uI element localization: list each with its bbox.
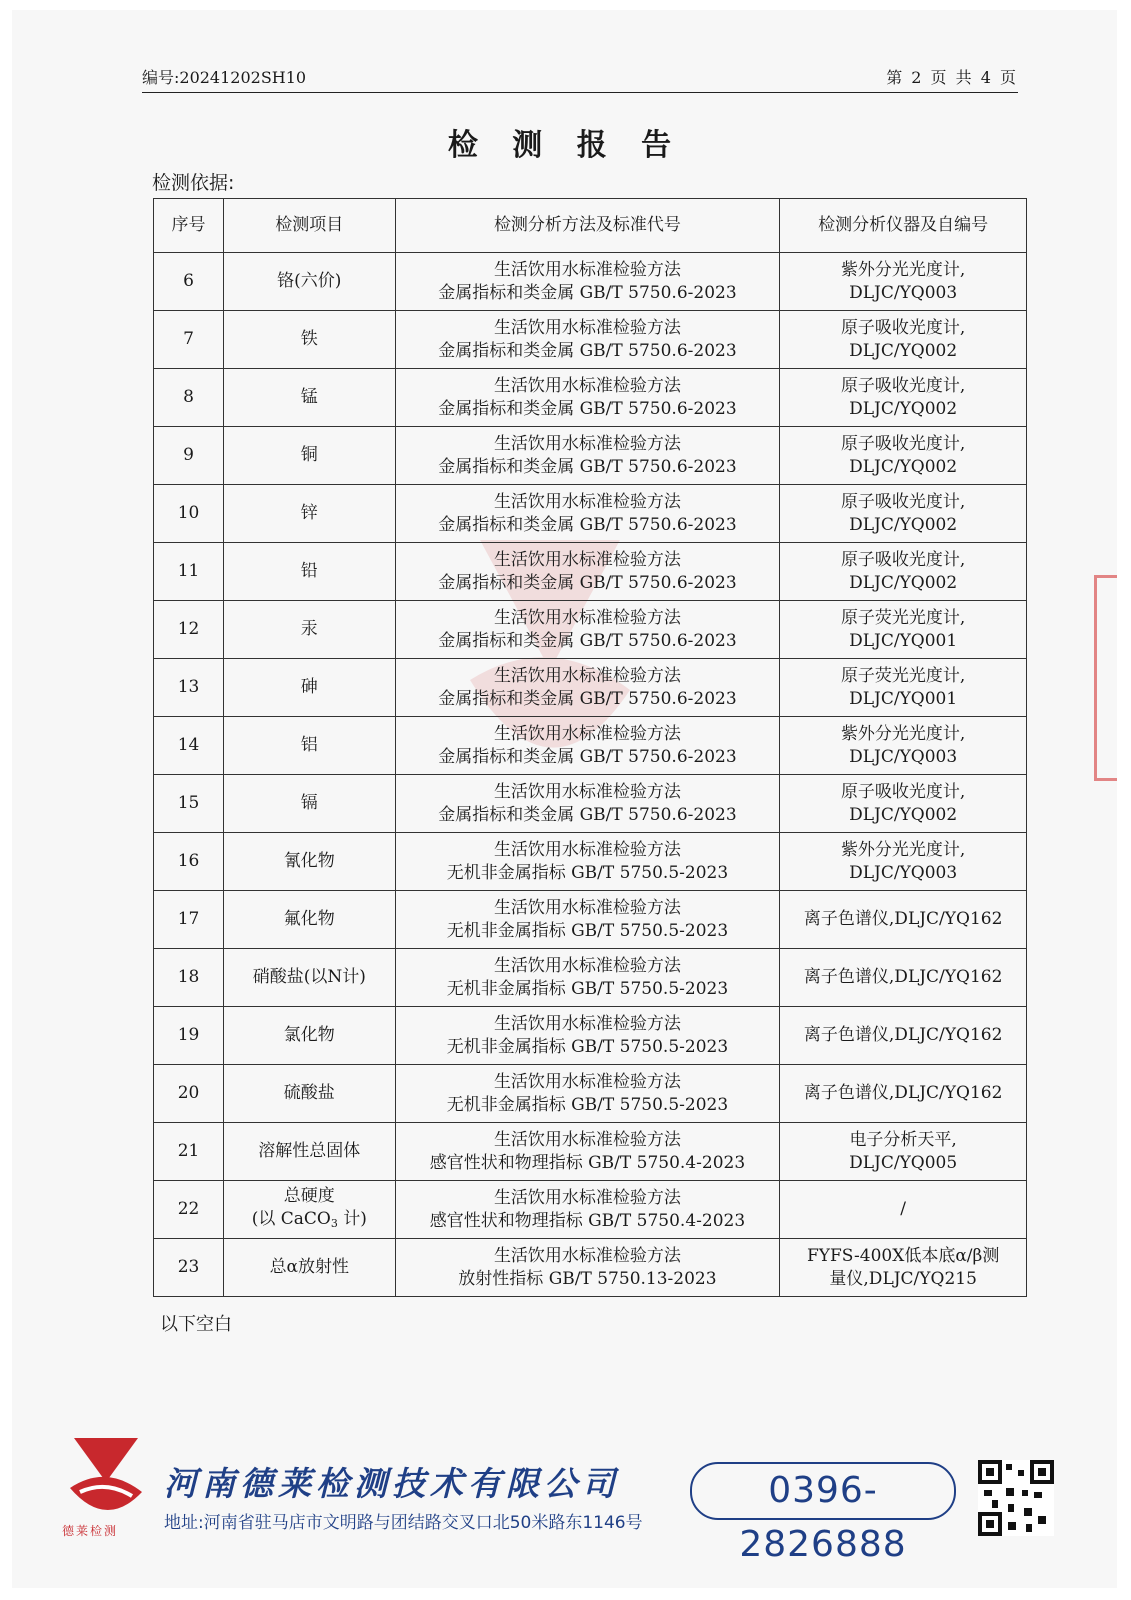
seal-stamp-edge [1094, 575, 1117, 781]
method-cell [395, 427, 780, 485]
instrument-cell [780, 1065, 1027, 1123]
table-row [154, 891, 1027, 949]
method-line2: 放射性指标 GB/T 5750.13-2023 [458, 1268, 717, 1289]
serial-number-cell: 21 [154, 1123, 224, 1181]
serial-number-cell: 20 [154, 1065, 224, 1123]
company-address: 地址:河南省驻马店市文明路与团结路交叉口北50米路东1146号 [164, 1513, 643, 1533]
instrument-cell [780, 833, 1027, 891]
method-line1: 生活饮用水标准检验方法 [493, 1187, 681, 1208]
method-line2: 金属指标和类金属 GB/T 5750.6-2023 [438, 630, 737, 651]
column-header: 序号 [154, 199, 224, 253]
company-logo-icon [66, 1430, 146, 1530]
table-row [154, 311, 1027, 369]
report-number: 编号:20241202SH10 [142, 68, 307, 87]
instrument-line1: 原子荧光光度计, [840, 665, 966, 686]
method-line1: 生活饮用水标准检验方法 [493, 433, 681, 454]
serial-number-cell: 16 [154, 833, 224, 891]
instrument-line2: DLJC/YQ003 [849, 746, 958, 767]
instrument-cell [780, 311, 1027, 369]
serial-number-cell: 11 [154, 543, 224, 601]
logo-caption: 德莱检测 [62, 1524, 119, 1538]
table-row [154, 253, 1027, 311]
table-row [154, 601, 1027, 659]
instrument-line1: 离子色谱仪,DLJC/YQ162 [803, 1083, 1003, 1103]
instrument-cell [780, 1239, 1027, 1297]
column-header: 检测项目 [224, 199, 396, 253]
method-line2: 金属指标和类金属 GB/T 5750.6-2023 [438, 282, 737, 303]
method-line1: 生活饮用水标准检验方法 [493, 723, 681, 744]
page-info: 第 2 页 共 4 页 [886, 68, 1018, 87]
table-row [154, 543, 1027, 601]
method-line1: 生活饮用水标准检验方法 [493, 955, 681, 976]
column-header: 检测分析方法及标准代号 [395, 199, 780, 253]
table-row [154, 949, 1027, 1007]
method-cell [395, 1181, 780, 1239]
method-cell [395, 659, 780, 717]
method-cell [395, 369, 780, 427]
serial-number-cell: 23 [154, 1239, 224, 1297]
instrument-line1: 原子吸收光度计, [840, 549, 966, 570]
instrument-cell [780, 543, 1027, 601]
item-cell: 溶解性总固体 [224, 1123, 396, 1181]
method-cell [395, 717, 780, 775]
instrument-line1: 原子吸收光度计, [840, 375, 966, 396]
method-cell [395, 775, 780, 833]
method-cell [395, 543, 780, 601]
serial-number-cell: 22 [154, 1181, 224, 1239]
instrument-line2: DLJC/YQ002 [849, 340, 958, 361]
instrument-line1: 原子吸收光度计, [840, 433, 966, 454]
method-cell [395, 311, 780, 369]
item-cell: 铝 [224, 717, 396, 775]
test-basis-table [153, 198, 1027, 1297]
method-cell [395, 1007, 780, 1065]
item-cell: 硝酸盐(以N计) [224, 949, 396, 1007]
footer [0, 1430, 1131, 1565]
serial-number-cell: 19 [154, 1007, 224, 1065]
method-cell [395, 253, 780, 311]
method-line2: 无机非金属指标 GB/T 5750.5-2023 [446, 978, 729, 999]
instrument-line1: 电子分析天平, [849, 1129, 957, 1150]
method-line1: 生活饮用水标准检验方法 [493, 839, 681, 860]
instrument-line1: 紫外分光光度计, [840, 723, 966, 744]
method-cell [395, 833, 780, 891]
item-text-sub: 3 [330, 1216, 338, 1230]
method-cell [395, 1123, 780, 1181]
table-row [154, 717, 1027, 775]
method-line1: 生活饮用水标准检验方法 [493, 1013, 681, 1034]
instrument-cell [780, 949, 1027, 1007]
instrument-line1: FYFS-400X低本底α/β测 [806, 1245, 1000, 1266]
instrument-cell [780, 659, 1027, 717]
instrument-cell [780, 601, 1027, 659]
instrument-line2: DLJC/YQ005 [849, 1152, 958, 1173]
report-header [142, 66, 1018, 93]
item-cell: 砷 [224, 659, 396, 717]
method-line1: 生活饮用水标准检验方法 [493, 665, 681, 686]
method-cell [395, 1065, 780, 1123]
method-line2: 无机非金属指标 GB/T 5750.5-2023 [446, 1094, 729, 1115]
item-cell: 氰化物 [224, 833, 396, 891]
method-line1: 生活饮用水标准检验方法 [493, 491, 681, 512]
method-line1: 生活饮用水标准检验方法 [493, 1129, 681, 1150]
serial-number-cell: 18 [154, 949, 224, 1007]
item-cell: 总α放射性 [224, 1239, 396, 1297]
blank-note: 以下空白 [160, 1314, 232, 1335]
serial-number-cell: 15 [154, 775, 224, 833]
item-cell: 汞 [224, 601, 396, 659]
instrument-line2: DLJC/YQ002 [849, 398, 958, 419]
serial-number-cell: 9 [154, 427, 224, 485]
item-cell [224, 1181, 396, 1239]
table-row [154, 427, 1027, 485]
item-cell: 铜 [224, 427, 396, 485]
column-header: 检测分析仪器及自编号 [780, 199, 1027, 253]
method-line2: 金属指标和类金属 GB/T 5750.6-2023 [438, 340, 737, 361]
method-line2: 无机非金属指标 GB/T 5750.5-2023 [446, 1036, 729, 1057]
table-row [154, 1239, 1027, 1297]
instrument-line1: 原子吸收光度计, [840, 491, 966, 512]
item-cell: 锌 [224, 485, 396, 543]
instrument-line2: DLJC/YQ002 [849, 514, 958, 535]
item-cell: 铬(六价) [224, 253, 396, 311]
method-cell [395, 1239, 780, 1297]
method-line1: 生活饮用水标准检验方法 [493, 317, 681, 338]
instrument-line2: DLJC/YQ002 [849, 572, 958, 593]
serial-number-cell: 14 [154, 717, 224, 775]
item-cell: 氟化物 [224, 891, 396, 949]
method-cell [395, 485, 780, 543]
item-cell: 锰 [224, 369, 396, 427]
serial-number-cell: 6 [154, 253, 224, 311]
basis-label: 检测依据: [152, 172, 235, 194]
instrument-cell [780, 1007, 1027, 1065]
instrument-cell [780, 775, 1027, 833]
method-line2: 金属指标和类金属 GB/T 5750.6-2023 [438, 746, 737, 767]
item-cell: 铁 [224, 311, 396, 369]
instrument-line1: 原子吸收光度计, [840, 317, 966, 338]
instrument-cell [780, 1181, 1027, 1239]
method-line1: 生活饮用水标准检验方法 [493, 375, 681, 396]
instrument-cell [780, 891, 1027, 949]
serial-number-cell: 10 [154, 485, 224, 543]
instrument-line1: 原子荧光光度计, [840, 607, 966, 628]
serial-number-cell: 8 [154, 369, 224, 427]
table-row [154, 1123, 1027, 1181]
method-cell [395, 949, 780, 1007]
method-line2: 金属指标和类金属 GB/T 5750.6-2023 [438, 398, 737, 419]
item-text-line2 [252, 1209, 367, 1229]
item-text: 总硬度 [283, 1185, 335, 1206]
item-cell: 氯化物 [224, 1007, 396, 1065]
table-row [154, 659, 1027, 717]
table-row [154, 1065, 1027, 1123]
serial-number-cell: 7 [154, 311, 224, 369]
method-line2: 无机非金属指标 GB/T 5750.5-2023 [446, 862, 729, 883]
method-line2: 感官性状和物理指标 GB/T 5750.4-2023 [429, 1210, 746, 1231]
instrument-line1: 离子色谱仪,DLJC/YQ162 [803, 1025, 1003, 1045]
instrument-cell [780, 1123, 1027, 1181]
method-line1: 生活饮用水标准检验方法 [493, 1245, 681, 1266]
method-line1: 生活饮用水标准检验方法 [493, 1071, 681, 1092]
instrument-cell [780, 253, 1027, 311]
method-line1: 生活饮用水标准检验方法 [493, 259, 681, 280]
page-title: 检 测 报 告 [447, 128, 684, 163]
item-text-prefix: (以 CaCO [251, 1208, 331, 1229]
table-row [154, 485, 1027, 543]
method-cell [395, 601, 780, 659]
instrument-cell [780, 427, 1027, 485]
qr-code-icon [978, 1460, 1054, 1536]
item-text-suffix: 计) [337, 1208, 367, 1229]
method-line2: 金属指标和类金属 GB/T 5750.6-2023 [438, 456, 737, 477]
serial-number-cell: 13 [154, 659, 224, 717]
instrument-cell [780, 485, 1027, 543]
instrument-line1: 原子吸收光度计, [840, 781, 966, 802]
method-line2: 无机非金属指标 GB/T 5750.5-2023 [446, 920, 729, 941]
method-line1: 生活饮用水标准检验方法 [493, 549, 681, 570]
instrument-cell [780, 717, 1027, 775]
instrument-line1: 离子色谱仪,DLJC/YQ162 [803, 967, 1003, 987]
instrument-line2: DLJC/YQ002 [849, 456, 958, 477]
table-row [154, 833, 1027, 891]
instrument-line1: 紫外分光光度计, [840, 259, 966, 280]
phone-number: 0396-2826888 [690, 1462, 956, 1520]
instrument-line2: 量仪,DLJC/YQ215 [829, 1268, 977, 1289]
method-line2: 金属指标和类金属 GB/T 5750.6-2023 [438, 572, 737, 593]
table-row [154, 775, 1027, 833]
method-line1: 生活饮用水标准检验方法 [493, 607, 681, 628]
instrument-line1: / [900, 1199, 907, 1219]
instrument-line2: DLJC/YQ002 [849, 804, 958, 825]
instrument-line2: DLJC/YQ001 [849, 688, 958, 709]
method-cell [395, 891, 780, 949]
instrument-line2: DLJC/YQ001 [849, 630, 958, 651]
table-row [154, 369, 1027, 427]
serial-number-cell: 12 [154, 601, 224, 659]
method-line2: 金属指标和类金属 GB/T 5750.6-2023 [438, 804, 737, 825]
instrument-line1: 离子色谱仪,DLJC/YQ162 [803, 909, 1003, 929]
instrument-line2: DLJC/YQ003 [849, 282, 958, 303]
item-cell: 硫酸盐 [224, 1065, 396, 1123]
instrument-line1: 紫外分光光度计, [840, 839, 966, 860]
method-line1: 生活饮用水标准检验方法 [493, 897, 681, 918]
table-row [154, 1181, 1027, 1239]
method-line2: 金属指标和类金属 GB/T 5750.6-2023 [438, 688, 737, 709]
item-cell: 镉 [224, 775, 396, 833]
instrument-cell [780, 369, 1027, 427]
serial-number-cell: 17 [154, 891, 224, 949]
item-cell: 铅 [224, 543, 396, 601]
method-line2: 感官性状和物理指标 GB/T 5750.4-2023 [429, 1152, 746, 1173]
company-name: 河南德莱检测技术有限公司 [164, 1464, 620, 1503]
instrument-line2: DLJC/YQ003 [849, 862, 958, 883]
table-row [154, 1007, 1027, 1065]
method-line2: 金属指标和类金属 GB/T 5750.6-2023 [438, 514, 737, 535]
method-line1: 生活饮用水标准检验方法 [493, 781, 681, 802]
table-header-row [154, 199, 1027, 253]
